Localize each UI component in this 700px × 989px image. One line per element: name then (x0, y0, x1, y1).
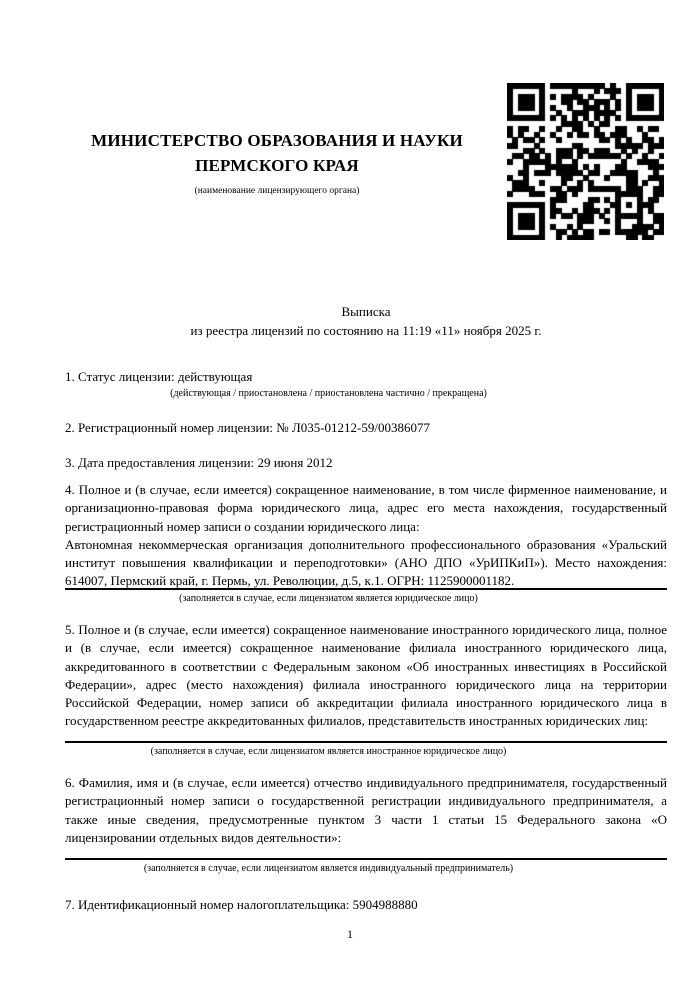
item-6-individual-entrepreneur: 6. Фамилия, имя и (в случае, если имеется) отчество индивидуального предпринимателя, государственный регистрационный номер записи о государственной регистрации индивидуального предпринимателя, а также иные сведения, предусмотренные пунктом 3 части 1 статьи 15 Федерального закона «О лицензировании отдельных видов деятельности»: (65, 775, 667, 845)
item-4-legal-entity (65, 481, 667, 591)
document-title (65, 302, 667, 340)
item-2-registration-number: 2. Регистрационный номер лицензии: № Л035-01212-59/00386077 (65, 420, 431, 435)
licensing-authority-caption: (наименование лицензирующего органа) (194, 186, 360, 196)
item-6-underline (65, 858, 667, 860)
item-5-underline (65, 741, 667, 743)
item-4-value: Автономная некоммерческая организация дополнительного профессионального образования «Уральский институт повышения квалификации и переподготовки» (АНО ДПО «УрИПКиП»). Место нахождения: 614007, Пермский край, г. Пермь, ул. Революции, д.5, к.1. ОГРН: 1125900001182. (65, 536, 667, 589)
item-4-label: 4. Полное и (в случае, если имеется) сокращенное наименование, в том числе фирменное наименование, и организационно-правовая форма юридического лица, адрес его места нахождения, государственный регистрационный номер записи о создании юридического лица: (65, 482, 667, 534)
title-line1: Выписка (341, 304, 391, 319)
item-4-underline (65, 588, 667, 590)
item-1-caption: (действующая / приостановлена / приостановлена частично / прекращена) (170, 388, 487, 399)
ministry-name-line2: ПЕРМСКОГО КРАЯ (195, 156, 359, 175)
item-7-taxpayer-id: 7. Идентификационный номер налогоплательщика: 5904988880 (65, 897, 418, 912)
ministry-name-line1: МИНИСТЕРСТВО ОБРАЗОВАНИЯ И НАУКИ (91, 131, 463, 150)
item-6-caption: (заполняется в случае, если лицензиатом является индивидуальный предприниматель) (143, 863, 514, 874)
title-line2: из реестра лицензий по состоянию на 11:19 «11» ноября 2025 г. (190, 323, 542, 338)
item-5-caption: (заполняется в случае, если лицензиатом является иностранное юридическое лицо) (150, 746, 507, 757)
item-1-license-status: 1. Статус лицензии: действующая (65, 369, 253, 384)
qr-code (507, 83, 664, 240)
item-5-foreign-entity: 5. Полное и (в случае, если имеется) сокращенное наименование иностранного юридического лица, полное и (в случае, если имеется) сокращенное наименование филиала иностранного юридического лица, аккредитованного в соответствии с Федеральным законом «Об иностранных инвестициях в Российской Федерации», адрес (место нахождения) филиала иностранного юридического лица на территории Российской Федерации, номер записи об аккредитации филиала иностранного юридического лица в государственном реестре аккредитованных филиалов, представительств иностранных юридических лиц: (65, 622, 667, 729)
item-4-caption: (заполняется в случае, если лицензиатом является юридическое лицо) (179, 593, 478, 604)
item-3-grant-date: 3. Дата предоставления лицензии: 29 июня 2012 (65, 455, 333, 470)
page-number: 1 (347, 927, 353, 941)
licensing-authority-header (65, 128, 489, 197)
